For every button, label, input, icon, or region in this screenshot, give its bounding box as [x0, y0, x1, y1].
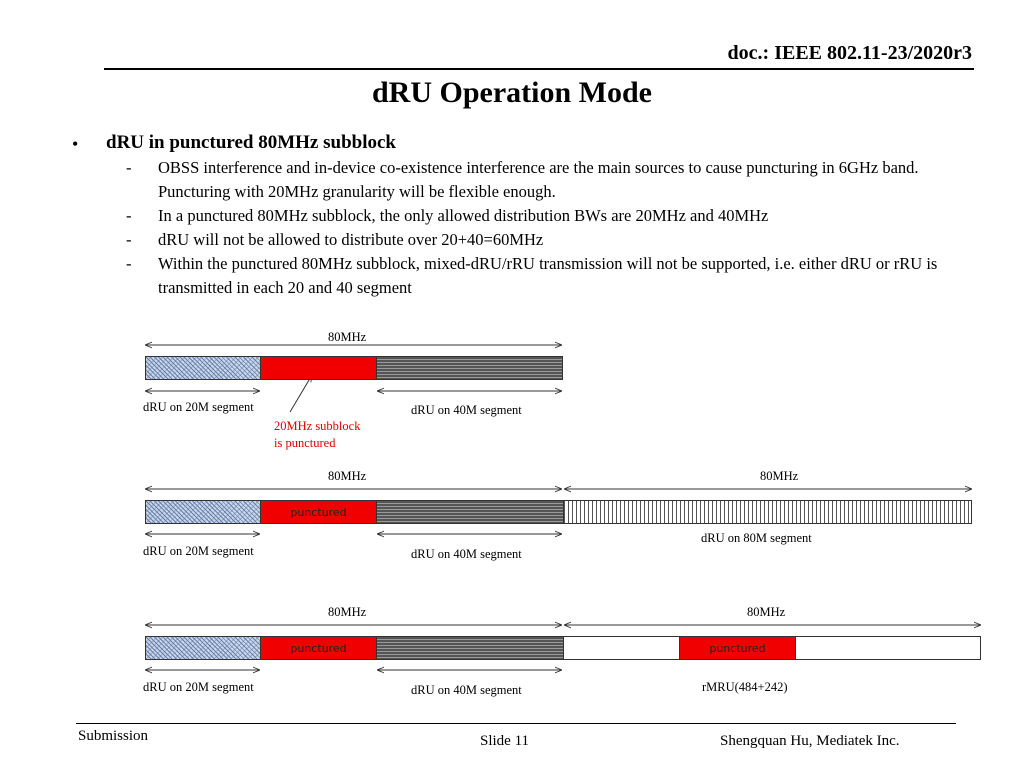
- puncture-note-line: is punctured: [274, 436, 336, 450]
- dash-icon: -: [126, 158, 132, 177]
- document-id: doc.: IEEE 802.11-23/2020r3: [727, 42, 972, 64]
- bw-label: 80MHz: [328, 605, 367, 619]
- dash-icon: -: [126, 206, 132, 225]
- segment-punctured: punctured: [260, 636, 377, 660]
- dru-80-label: dRU on 80M segment: [701, 531, 812, 545]
- segment-20m-dru: [145, 356, 261, 380]
- footer-slide-number: Slide 11: [480, 733, 530, 749]
- footer-submission: Submission: [78, 728, 149, 744]
- segment-20m-dru: [145, 636, 261, 660]
- dru-40-label: dRU on 40M segment: [411, 547, 522, 561]
- puncture-note: [274, 418, 360, 452]
- dru-20-label: dRU on 20M segment: [143, 544, 254, 558]
- segment-80m-dru: [563, 500, 972, 524]
- puncture-note-line: 20MHz subblock: [274, 419, 361, 433]
- bullet-icon: •: [72, 134, 79, 154]
- bw-label: 80MHz: [328, 469, 367, 483]
- bullet-heading: dRU in punctured 80MHz subblock: [106, 132, 396, 153]
- dash-icon: -: [126, 230, 132, 249]
- sub-point-2: In a punctured 80MHz subblock, the only allowed distribution BWs are 20MHz and 40MHz: [158, 206, 769, 225]
- dru-40-label: dRU on 40M segment: [411, 403, 522, 417]
- slide-title: dRU Operation Mode: [372, 76, 652, 109]
- sub-point-1: OBSS interference and in-device co-existence interference are the main sources to cause puncturing in 6GHz band. Puncturing with 20MHz granularity will be flexible enough.: [158, 158, 919, 201]
- dash-icon: -: [126, 254, 132, 273]
- note-pointer: [290, 375, 312, 412]
- dru-20-label: dRU on 20M segment: [143, 680, 254, 694]
- dru-20-label: dRU on 20M segment: [143, 400, 254, 414]
- segment-punctured: punctured: [260, 500, 377, 524]
- segment-40m-dru: [376, 636, 564, 660]
- footer-rule: [76, 723, 956, 724]
- bw-label: 80MHz: [328, 330, 367, 344]
- rmru-label: rMRU(484+242): [702, 680, 788, 694]
- bw-label: 80MHz: [747, 605, 786, 619]
- sub-point-4: Within the punctured 80MHz subblock, mixed-dRU/rRU transmission will not be supported, i.e. either dRU or rRU is transmitted in each 20 and 40 segment: [158, 254, 938, 297]
- segment-40m-dru: [376, 356, 563, 380]
- segment-40m-dru: [376, 500, 564, 524]
- segment-20m-dru: [145, 500, 261, 524]
- bw-label: 80MHz: [760, 469, 799, 483]
- footer-author: Shengquan Hu, Mediatek Inc.: [720, 733, 900, 749]
- segment-punctured: [260, 356, 377, 380]
- dru-40-label: dRU on 40M segment: [411, 683, 522, 697]
- segment-punctured: punctured: [679, 636, 796, 660]
- sub-point-3: dRU will not be allowed to distribute over 20+40=60MHz: [158, 230, 544, 249]
